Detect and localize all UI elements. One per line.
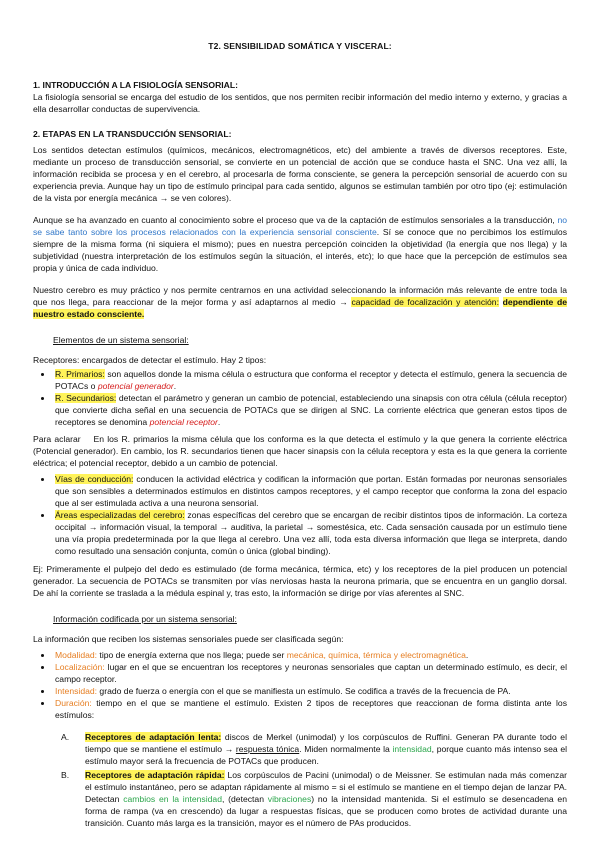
bullet-list	[33, 649, 567, 721]
term-label: Localización:	[55, 662, 105, 672]
list-item: B. Receptores de adaptación rápida: Los corpúsculos de Pacini (unimodal) o de Meissner. Se estimulan nada más comenzar el estímulo instantáneo, pero se adaptan rápidamente al mismo = si el estímulo se mantiene en el tiempo dejan de lanzar PA. Detectan cambios en la intensidad, (detectan vibraciones) no la intensidad mantenida. Si el estímulo se desencadena en forma de rampa (va en crescendo) da lugar a respuestas físicas, que se producen como brotes de actividad durante una transición. Cuanto más larga es la transición, mayor es el número de PAs producidos.	[61, 770, 567, 828]
paragraph: La información que reciben los sistemas sensoriales puede ser clasificada según:	[33, 634, 344, 644]
paragraph: La fisiología sensorial se encarga del estudio de los sentidos, que nos permiten recibir información del medio interno y externo, y gracias a ella desarrollar conductas de supervivencia.	[33, 92, 567, 114]
section-etapas	[33, 128, 567, 320]
list-item: A. Receptores de adaptación lenta: discos de Merkel (unimodal) y los corpúsculos de Ruffini. Generan PA durante todo el tiempo que se mantiene el estímulo → respuesta tónica. Miden normalmente la intensidad, porque cuanto más intenso sea el estímulo mayor será la frecuencia de POTACs que producen.	[61, 732, 568, 766]
numbered-list	[33, 731, 567, 829]
bold-text: dependiente de nuestro estado consciente.	[33, 297, 567, 319]
paragraph: Aunque se ha avanzado en cuanto al conocimiento sobre el proceso que va de la captación de estímulos sensoriales a la transducción, no se sabe tanto sobre los procesos relacionados con la experiencia sensorial consciente. Sí se conoce que no percibimos los estímulos siempre de la misma forma (ni siquiera el mismo); pues en nuestra percepción coinciden la objetividad (la energía que nos llega) y la subjetividad (nuestra interpretación de los estímulos según la situación, el interés, etc); lo que hace que la percepción de estímulos sea propia y única de cada individuo.	[33, 215, 567, 273]
list-item: • Localización: lugar en el que se encuentran los receptores y neuronas sensoriales que captan un determinado estímulo, es decir, el campo receptor.	[53, 661, 567, 685]
paragraph: Ej: Primeramente el pulpejo del dedo es estimulado (de forma mecánica, térmica, etc) y los receptores de la piel producen un potencial generador. La secuencia de POTACs se transmiten por vías nerviosas hasta la neurona primaria, que se encuentra en un ganglio dorsal. De ahí la corriente se traslada a la médula espinal y, tras esto, la información se dirige por vías aferentes al SNC.	[33, 564, 567, 598]
subsection-heading: Elementos de un sistema sensorial:	[53, 335, 189, 345]
term-label: Modalidad:	[55, 650, 98, 660]
list-item: • Intensidad: grado de fuerza o energía con el que se manifiesta un estímulo. Se codifica a través de la frecuencia de PA.	[53, 685, 567, 697]
section-heading: 2. ETAPAS EN LA TRANSDUCCIÓN SENSORIAL:	[33, 129, 232, 139]
list-item: • R. Secundarios: detectan el parámetro y generan un cambio de potencial, estableciendo una sinapsis con otra célula (célula receptor) que convierte dicha señal en una secuencia de POTACs que se dirigen al SNC. La corriente eléctrica que generan estos tipos de receptores se denomina potencial receptor.	[53, 392, 567, 428]
term-label: R. Secundarios:	[55, 393, 117, 403]
bullet-list	[33, 473, 567, 557]
list-item: • Áreas especializadas del cerebro: zonas específicas del cerebro que se encargan de recibir distintos tipos de información. La corteza occipital → información visual, la temporal → auditiva, la parietal → somestésica, etc. Cada sensación causada por un estímulo tiene una vía propia predeterminada por la que llega al cerebro. Una vez allí, toda esta diversa información que llega se interpreta, dando como resultado una sensación conjunta, común o única (global binding).	[53, 509, 567, 557]
term-label: Intensidad:	[55, 686, 98, 696]
section-introduccion	[33, 79, 567, 115]
paragraph: Receptores: encargados de detectar el estímulo. Hay 2 tipos:	[33, 355, 267, 365]
paragraph: Para aclarar En los R. primarios la misma célula que los conforma es la que detecta el estímulo y la que genera la corriente eléctrica (Potencial generador). En cambio, los R. secundarios tienen que hacer sinapsis con la célula receptora y esta es la que genera la corriente eléctrica; el potencial receptor, debido a un cambio de potencial.	[33, 434, 570, 468]
list-item: • Duración: tiempo en el que se mantiene el estímulo. Existen 2 tipos de receptores que reaccionan de forma distinta ante los estímulos:	[53, 697, 567, 721]
list-item: • Modalidad: tipo de energía externa que nos llega; puede ser mecánica, química, térmica y electromagnética.	[53, 649, 567, 661]
term-label: Receptores de adaptación rápida:	[85, 770, 225, 780]
highlighted-text: no se sabe tanto sobre los procesos relacionados con la experiencia sensorial consciente	[33, 215, 567, 237]
term-label: Receptores de adaptación lenta:	[85, 732, 222, 742]
subsection-heading: Información codificada por un sistema sensorial:	[53, 614, 237, 624]
bullet-list	[33, 368, 567, 428]
list-item: • Vías de conducción: conducen la actividad eléctrica y codifican la información que portan. Están formadas por neuronas sensoriales que son sensibles a determinados estímulos en distintos campos receptores, y el campo receptor que conforma la zona del espacio que al ser estimulada activa a una neurona sensorial.	[53, 473, 567, 509]
term-label: Duración:	[55, 698, 92, 708]
document-title: T2. SENSIBILIDAD SOMÁTICA Y VISCERAL:	[208, 41, 392, 51]
term-label: Áreas especializadas del cerebro:	[55, 510, 185, 520]
term-label: Vías de conducción:	[55, 474, 134, 484]
term-label: R. Primarios:	[55, 369, 105, 379]
section-heading: 1. INTRODUCCIÓN A LA FISIOLOGÍA SENSORIAL:	[33, 80, 238, 90]
highlighted-text: capacidad de focalización y atención:	[351, 297, 499, 307]
paragraph: Nuestro cerebro es muy práctico y nos permite centrarnos en una actividad seleccionando la información más relevante de entre toda la que nos llega, para reaccionar de la mejor forma y así adaptarnos al medio → capacidad de focalización y atención: dependiente de nuestro estado consciente.	[33, 285, 567, 319]
list-item: • R. Primarios: son aquellos donde la misma célula o estructura que conforma el receptor y detecta el estímulo, genera la secuencia de POTACs o potencial generador.	[53, 368, 567, 392]
paragraph: Los sentidos detectan estímulos (químicos, mecánicos, electromagnéticos, etc) del ambiente a través de diversos receptores. Este, mediante un proceso de transducción sensorial, se convierte en un potencial de acción que se conduce hasta el SNC. Una vez allí, la información recibida se procesa y en el cerebro, al procesarla de forma consciente, se genera la percepción sensorial de acuerdo con su experiencia previa. Aunque hay un tipo de estímulo principal para cada sentido, algunos se estimulan también por otro tipo (ej: estimulación de la vista por energía mecánica → se ven colores).	[33, 145, 567, 203]
